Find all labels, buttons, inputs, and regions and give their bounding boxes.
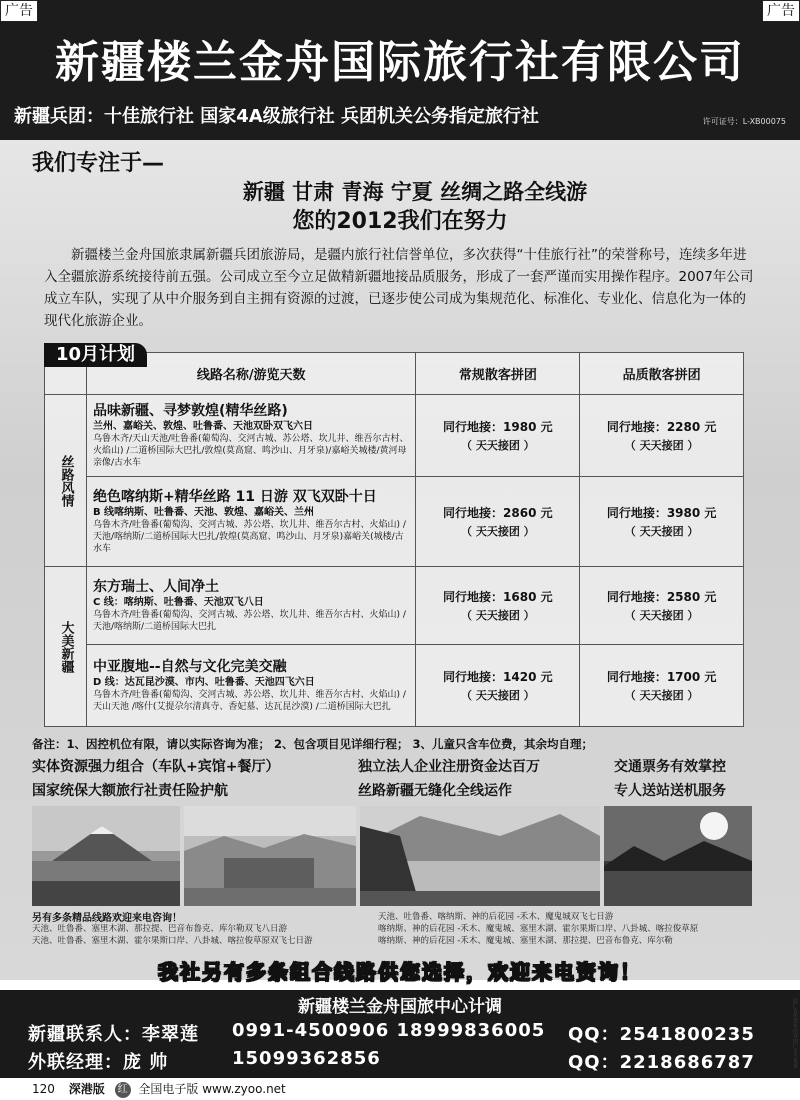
feature-transfer: 专人送站送机服务	[614, 783, 726, 799]
more-routes-left	[32, 923, 313, 947]
contact1-qq: QQ：2541800235	[568, 1024, 755, 1045]
daily-tag: （ 天天接团 ）	[624, 609, 699, 622]
license-number: 许可证号：L-XB00075	[702, 117, 786, 126]
route-cell	[86, 567, 415, 645]
daily-tag: （ 天天接团 ）	[624, 689, 699, 702]
regular-price-cell	[416, 567, 580, 645]
daily-tag: （ 天天接团 ）	[460, 525, 535, 538]
website: 全国电子版 www.zyoo.net	[138, 1082, 286, 1096]
regular-price: 同行地接：1420 元	[443, 670, 553, 684]
feature-insurance: 国家统保大额旅行社责任险护航	[32, 783, 228, 799]
edition-badge: 红	[115, 1082, 131, 1098]
contact1-label: 新疆联系人：李翠莲	[28, 1024, 199, 1045]
daily-tag: （ 天天接团 ）	[624, 439, 699, 452]
route-table	[44, 352, 744, 727]
route-subtitle: D 线：达瓦昆沙漠、市内、吐鲁番、天池四飞六日	[92, 676, 315, 688]
daily-tag: （ 天天接团 ）	[624, 525, 699, 538]
header-quality: 品质散客拼团	[580, 353, 744, 395]
contact2-label: 外联经理：庞 帅	[28, 1052, 169, 1073]
more-routes-heading: 另有多条精品线路欢迎来电咨询！	[32, 913, 182, 924]
table-row	[45, 395, 744, 477]
route-cell	[86, 477, 415, 567]
route-title: 东方瑞士、人间净土	[92, 578, 219, 595]
route-subtitle: C 线：喀纳斯、吐鲁番、天池双飞八日	[92, 596, 264, 608]
route-title: 品味新疆、寻梦敦煌(精华丝路)	[92, 402, 288, 419]
table-row	[45, 645, 744, 727]
list-item: 喀纳斯、神的后花园 -禾木、魔鬼城、塞里木湖、霍尔果斯口岸、八卦城、喀拉俊草原	[378, 924, 699, 934]
intro-paragraph: 新疆楼兰金舟国旅隶属新疆兵团旅游局，是疆内旅行社信誉单位，多次获得“十佳旅行社”的荣誉称号，连续多年进入全疆旅游系统接待前五强。公司成立至今立足做精新疆地接品质服务，形成了一套严谨而实用操作程序。2007年公司成立车队，实现了从中介服务到自主拥有资源的过渡，已逐步使公司成为集规范化、标准化、专业化、信息化为一体的现代化旅游企业。	[44, 247, 754, 329]
route-cell	[86, 395, 415, 477]
quality-price-cell	[580, 567, 744, 645]
contact2-qq: QQ：2218686787	[568, 1052, 755, 1073]
regular-price-cell	[416, 395, 580, 477]
list-item: 喀纳斯、神的后花园 -禾木、魔鬼城、塞里木湖、那拉提、巴音布鲁克、库尔勒	[378, 936, 673, 946]
regular-price: 同行地接：2860 元	[443, 506, 553, 520]
quality-price-cell	[580, 395, 744, 477]
table-row	[45, 477, 744, 567]
ad-label-right: 广告	[762, 0, 800, 22]
october-plan-tab: 10月计划	[44, 343, 147, 367]
route-detail: 乌鲁木齐/吐鲁番(葡萄沟、交河古城、苏公塔、坎儿井、维吾尔古村、火焰山) /天山天池 /喀什(艾提尕尔清真寺、香妃墓、达瓦昆沙漠) /二道桥国际大巴扎	[92, 689, 406, 712]
regular-price: 同行地接：1680 元	[443, 590, 553, 604]
route-detail: 乌鲁木齐/天山天池/吐鲁番(葡萄沟、交河古城、苏公塔、坎儿井、维吾尔古村、火焰山) /二道桥国际大巴扎/敦煌(莫高窟、鸣沙山、月牙泉)/嘉峪关城楼/黄河母亲像/古水车	[92, 433, 409, 468]
quality-price: 同行地接：2580 元	[606, 590, 717, 604]
daily-tag: （ 天天接团 ）	[460, 609, 535, 622]
contact-footer	[0, 990, 800, 1078]
feature-seamless: 丝路新疆无缝化全线运作	[358, 783, 512, 799]
header-credentials: 新疆兵团：十佳旅行社 国家4A级旅行社 兵团机关公务指定旅行社	[14, 106, 539, 127]
header-banner	[0, 0, 800, 140]
page-number: 120	[32, 1082, 55, 1096]
route-subtitle: B 线喀纳斯、吐鲁番、天池、敦煌、嘉峪关、兰州	[92, 506, 315, 518]
regular-price-cell	[416, 645, 580, 727]
remarks: 备注：1、因控机位有限，请以实际咨询为准； 2、包含项目见详细行程； 3、儿童只含车位费，其余均自理；	[32, 737, 594, 751]
header-route: 线路名称/游览天数	[86, 353, 415, 395]
route-title: 绝色喀纳斯+精华丝路 11 日游 双飞双卧十日	[92, 488, 377, 505]
contact1-phone: 0991-4500906 18999836005	[232, 1020, 546, 1041]
list-item: 天池、吐鲁番、塞里木湖、那拉提、巴音布鲁克、库尔勒双飞八日游	[32, 924, 288, 934]
photo-mountain-lake-2	[360, 806, 600, 906]
feature-capital: 独立法人企业注册资金达百万	[358, 759, 540, 775]
feature-resources: 实体资源强力组合（车队+宾馆+餐厅）	[32, 759, 280, 775]
category-silk-road: 丝路风情	[45, 395, 87, 567]
photo-sunset-lake	[604, 806, 752, 906]
route-detail: 乌鲁木齐/吐鲁番(葡萄沟、交河古城、苏公塔、坎儿井、维吾尔古村、火焰山) /天池/喀纳斯/二道桥国际大巴扎/敦煌(莫高窟、鸣沙山、月牙泉)嘉峪关(城楼/古水车	[92, 519, 406, 554]
header-regular: 常规散客拼团	[416, 353, 580, 395]
ad-label-left: 广告	[0, 0, 38, 22]
quality-price: 同行地接：2280 元	[606, 420, 717, 434]
effort-heading: 您的2012我们在努力	[292, 209, 508, 234]
page-footer	[0, 1078, 800, 1100]
photo-ruins	[184, 806, 356, 906]
table-header-row	[45, 353, 744, 395]
daily-tag: （ 天天接团 ）	[460, 439, 535, 452]
route-subtitle: 兰州、嘉峪关、敦煌、吐鲁番、天池双卧双飞六日	[92, 420, 313, 432]
side-note: 此广告所发布内容由广告主负责	[792, 998, 798, 1068]
destinations-heading: 新疆 甘肃 青海 宁夏 丝绸之路全线游	[242, 180, 588, 204]
daily-tag: （ 天天接团 ）	[460, 689, 535, 702]
route-cell	[86, 645, 415, 727]
quality-price: 同行地接：3980 元	[606, 506, 717, 520]
regular-price: 同行地接：1980 元	[443, 420, 553, 434]
list-item: 天池、吐鲁番、喀纳斯、神的后花园 -禾木、魔鬼城双飞七日游	[378, 912, 614, 922]
route-detail: 乌鲁木齐/吐鲁番(葡萄沟、交河古城、苏公塔、坎儿井、维吾尔古村、火焰山) /天池/喀纳斯/二道桥国际大巴扎	[92, 609, 406, 632]
edition: 深港版	[68, 1082, 105, 1096]
center-title: 新疆楼兰金舟国旅中心计调	[298, 997, 502, 1017]
quality-price: 同行地接：1700 元	[606, 670, 717, 684]
route-title: 中亚腹地--自然与文化完美交融	[92, 658, 287, 675]
list-item: 天池、吐鲁番、塞里木湖、霍尔果斯口岸、八卦城、喀拉俊草原双飞七日游	[32, 936, 313, 946]
quality-price-cell	[580, 645, 744, 727]
quality-price-cell	[580, 477, 744, 567]
slogan: 我社另有多条组合线路供您选择，欢迎来电资询！	[158, 960, 642, 984]
category-xinjiang: 大美新疆	[45, 567, 87, 727]
more-routes-right	[378, 911, 698, 947]
regular-price-cell	[416, 477, 580, 567]
table-row	[45, 567, 744, 645]
company-name: 新疆楼兰金舟国际旅行社有限公司	[55, 37, 745, 88]
contact2-phone: 15099362856	[232, 1048, 381, 1069]
feature-tickets: 交通票务有效掌控	[614, 759, 726, 775]
focus-heading: 我们专注于—	[32, 151, 165, 176]
photo-mountain-lake	[32, 806, 180, 906]
